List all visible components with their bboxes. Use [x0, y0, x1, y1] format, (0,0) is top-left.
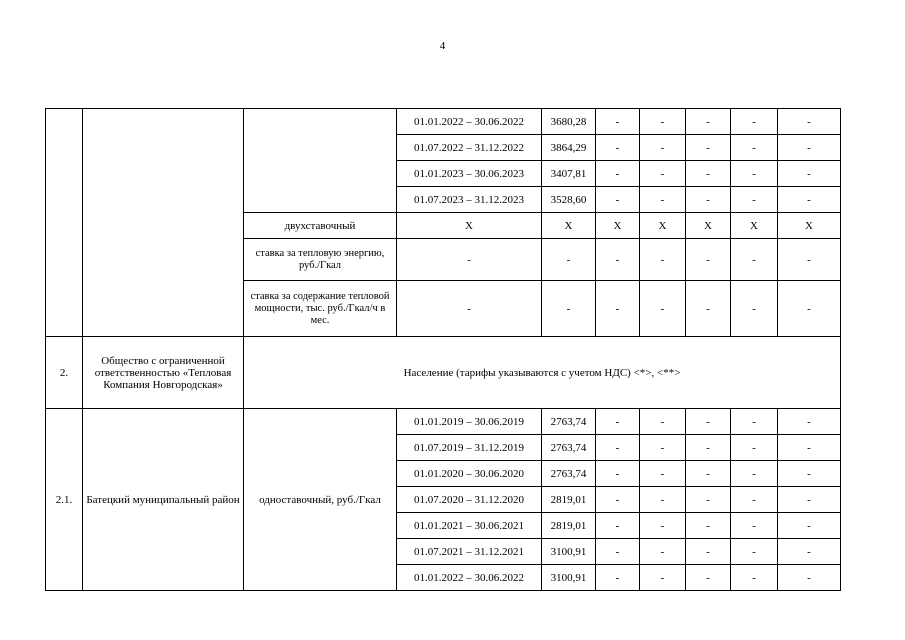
- period-cell: 01.07.2020 – 31.12.2020: [397, 487, 542, 513]
- price-cell: X: [542, 213, 596, 239]
- value-cell: -: [731, 461, 778, 487]
- organization-cell: Общество с ограниченной ответственностью «Тепловая Компания Новгородская»: [83, 337, 244, 409]
- value-cell: -: [778, 135, 841, 161]
- value-cell: -: [640, 281, 686, 337]
- tariff-type-cell: ставка за содержание тепловой мощности, тыс. руб./Гкал/ч в мес.: [244, 281, 397, 337]
- tariff-type-cell: [244, 109, 397, 213]
- value-cell: -: [686, 461, 731, 487]
- district-cell: Батецкий муниципальный район: [83, 409, 244, 591]
- value-cell: -: [778, 435, 841, 461]
- tariff-type-cell: одноставочный, руб./Гкал: [244, 409, 397, 591]
- tariff-table: [45, 108, 841, 591]
- value-cell: X: [778, 213, 841, 239]
- value-cell: -: [778, 409, 841, 435]
- value-cell: -: [686, 239, 731, 281]
- value-cell: -: [596, 539, 640, 565]
- value-cell: -: [640, 239, 686, 281]
- price-cell: 2763,74: [542, 435, 596, 461]
- value-cell: -: [596, 565, 640, 591]
- value-cell: -: [778, 109, 841, 135]
- period-cell: 01.01.2022 – 30.06.2022: [397, 565, 542, 591]
- value-cell: -: [731, 409, 778, 435]
- value-cell: -: [686, 135, 731, 161]
- value-cell: -: [640, 513, 686, 539]
- price-cell: 3100,91: [542, 565, 596, 591]
- organization-cell: [83, 109, 244, 337]
- value-cell: -: [778, 487, 841, 513]
- value-cell: -: [596, 135, 640, 161]
- tariff-type-cell: двухставочный: [244, 213, 397, 239]
- price-cell: 2763,74: [542, 409, 596, 435]
- value-cell: -: [596, 187, 640, 213]
- value-cell: -: [686, 161, 731, 187]
- value-cell: -: [686, 487, 731, 513]
- value-cell: -: [640, 435, 686, 461]
- value-cell: -: [596, 409, 640, 435]
- value-cell: -: [640, 135, 686, 161]
- price-cell: 3864,29: [542, 135, 596, 161]
- price-cell: 2819,01: [542, 487, 596, 513]
- price-cell: 3100,91: [542, 539, 596, 565]
- row-number-cell: [46, 109, 83, 337]
- period-cell: 01.07.2019 – 31.12.2019: [397, 435, 542, 461]
- row-number-cell: 2.: [46, 337, 83, 409]
- value-cell: -: [731, 239, 778, 281]
- value-cell: -: [778, 461, 841, 487]
- value-cell: -: [596, 281, 640, 337]
- value-cell: -: [640, 487, 686, 513]
- value-cell: -: [640, 409, 686, 435]
- value-cell: -: [731, 435, 778, 461]
- period-cell: -: [397, 239, 542, 281]
- price-cell: -: [542, 239, 596, 281]
- value-cell: -: [640, 109, 686, 135]
- value-cell: -: [596, 487, 640, 513]
- value-cell: X: [686, 213, 731, 239]
- value-cell: -: [731, 135, 778, 161]
- period-cell: 01.07.2021 – 31.12.2021: [397, 539, 542, 565]
- period-cell: 01.07.2022 – 31.12.2022: [397, 135, 542, 161]
- value-cell: X: [596, 213, 640, 239]
- value-cell: -: [731, 487, 778, 513]
- period-cell: -: [397, 281, 542, 337]
- value-cell: -: [640, 565, 686, 591]
- price-cell: 3680,28: [542, 109, 596, 135]
- value-cell: -: [640, 539, 686, 565]
- value-cell: -: [731, 513, 778, 539]
- value-cell: -: [731, 539, 778, 565]
- value-cell: -: [640, 161, 686, 187]
- price-cell: -: [542, 281, 596, 337]
- price-cell: 3407,81: [542, 161, 596, 187]
- price-cell: 2763,74: [542, 461, 596, 487]
- row-number-cell: 2.1.: [46, 409, 83, 591]
- value-cell: X: [731, 213, 778, 239]
- value-cell: -: [731, 281, 778, 337]
- value-cell: -: [778, 513, 841, 539]
- value-cell: X: [640, 213, 686, 239]
- value-cell: -: [686, 435, 731, 461]
- period-cell: 01.01.2019 – 30.06.2019: [397, 409, 542, 435]
- value-cell: -: [640, 187, 686, 213]
- value-cell: -: [731, 161, 778, 187]
- table-row: [46, 109, 841, 135]
- value-cell: -: [778, 539, 841, 565]
- table-row: [46, 409, 841, 435]
- tariff-type-cell: ставка за тепловую энергию, руб./Гкал: [244, 239, 397, 281]
- value-cell: -: [686, 513, 731, 539]
- value-cell: -: [596, 513, 640, 539]
- period-cell: 01.07.2023 – 31.12.2023: [397, 187, 542, 213]
- period-cell: 01.01.2023 – 30.06.2023: [397, 161, 542, 187]
- value-cell: -: [778, 161, 841, 187]
- period-cell: 01.01.2022 – 30.06.2022: [397, 109, 542, 135]
- value-cell: -: [778, 187, 841, 213]
- table-row: [46, 337, 841, 409]
- period-cell: X: [397, 213, 542, 239]
- value-cell: -: [686, 187, 731, 213]
- value-cell: -: [596, 239, 640, 281]
- period-cell: 01.01.2021 – 30.06.2021: [397, 513, 542, 539]
- value-cell: -: [686, 409, 731, 435]
- section-header-cell: Население (тарифы указываются с учетом НДС) <*>, <**>: [244, 337, 841, 409]
- value-cell: -: [640, 461, 686, 487]
- value-cell: -: [731, 187, 778, 213]
- value-cell: -: [596, 435, 640, 461]
- value-cell: -: [778, 281, 841, 337]
- value-cell: -: [778, 565, 841, 591]
- value-cell: -: [731, 109, 778, 135]
- price-cell: 3528,60: [542, 187, 596, 213]
- value-cell: -: [596, 109, 640, 135]
- value-cell: -: [686, 565, 731, 591]
- value-cell: -: [778, 239, 841, 281]
- value-cell: -: [596, 461, 640, 487]
- value-cell: -: [686, 281, 731, 337]
- value-cell: -: [686, 539, 731, 565]
- value-cell: -: [596, 161, 640, 187]
- value-cell: -: [731, 565, 778, 591]
- page-number: 4: [439, 40, 446, 52]
- period-cell: 01.01.2020 – 30.06.2020: [397, 461, 542, 487]
- price-cell: 2819,01: [542, 513, 596, 539]
- value-cell: -: [686, 109, 731, 135]
